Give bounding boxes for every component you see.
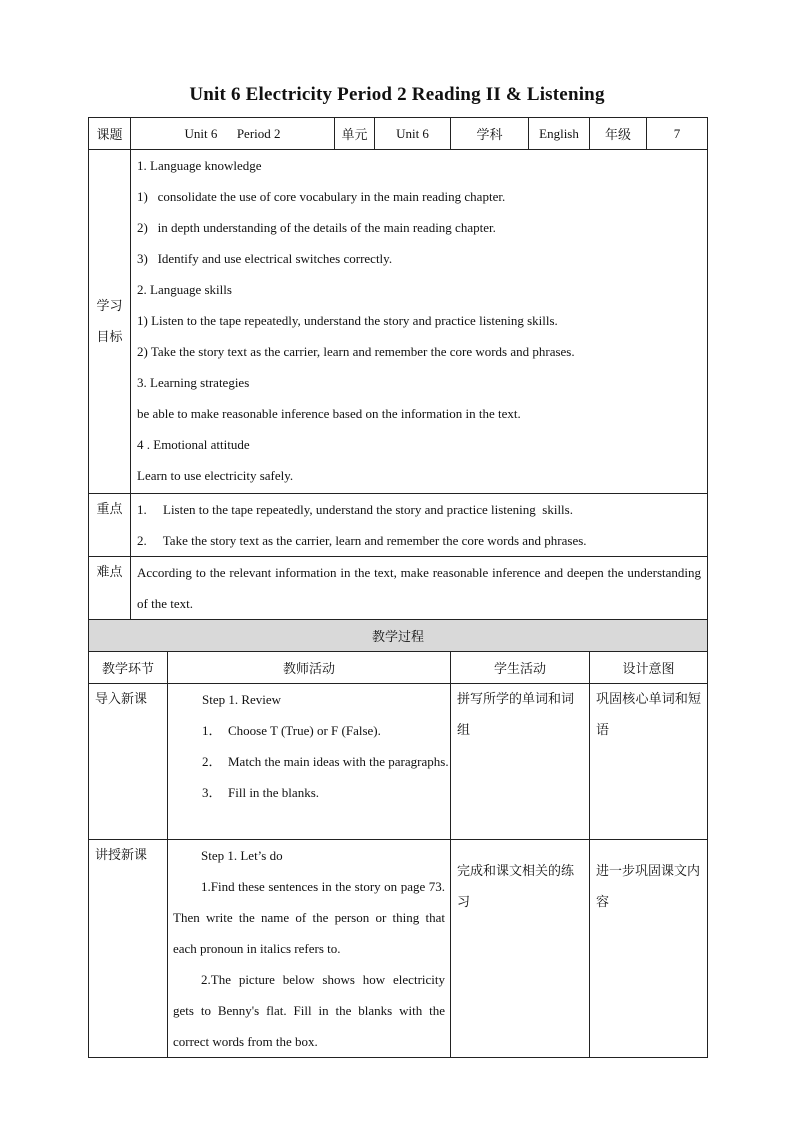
col-teacher-header: 教师活动 xyxy=(168,652,451,684)
lesson-label: 课题 xyxy=(89,118,131,150)
teacher-item: 2． Match the main ideas with the paragraphs. xyxy=(202,754,449,769)
objectives-label-1: 学习 xyxy=(96,298,123,314)
page-title: Unit 6 Electricity Period 2 Reading II & Listening xyxy=(189,84,605,105)
objective-line: 1) Listen to the tape repeatedly, understand the story and practice listening skills. xyxy=(137,313,558,328)
subject-value: English xyxy=(529,118,590,150)
objectives-content xyxy=(131,150,708,494)
teacher-paragraph: 1.Find these sentences in the story on page 73. Then write the name of the person or thing that each pronoun in italics refers to. xyxy=(173,879,445,956)
teacher-step: Step 1. Let’s do xyxy=(201,848,283,863)
intent-cell: 巩固核心单词和短语 xyxy=(590,684,708,840)
teacher-item: 1． Choose T (True) or F (False). xyxy=(202,723,381,738)
teacher-item: 3． Fill in the blanks. xyxy=(202,785,320,800)
col-stage-header: 教学环节 xyxy=(89,652,168,684)
key-point-line: 1. Listen to the tape repeatedly, understand the story and practice listening skills. xyxy=(137,502,573,517)
objective-line: 2) Take the story text as the carrier, learn and remember the core words and phrases. xyxy=(137,344,575,359)
objective-line: 3) Identify and use electrical switches correctly. xyxy=(137,251,393,266)
stage-cell: 导入新课 xyxy=(89,684,168,840)
teacher-cell xyxy=(168,840,451,1058)
subject-label: 学科 xyxy=(451,118,529,150)
process-heading: 教学过程 xyxy=(89,620,708,652)
unit-label: 单元 xyxy=(335,118,375,150)
objective-line: 1. Language knowledge xyxy=(137,158,262,173)
lesson-value: Unit 6 Period 2 xyxy=(131,118,335,150)
teacher-cell xyxy=(168,684,451,840)
objective-line: 2. Language skills xyxy=(137,282,232,297)
objective-line: 1) consolidate the use of core vocabulary in the main reading chapter. xyxy=(137,189,506,204)
table-row xyxy=(89,684,708,840)
intent-cell: 进一步巩固课文内容 xyxy=(590,840,708,1058)
grade-label: 年级 xyxy=(590,118,647,150)
objective-line: 3. Learning strategies xyxy=(137,375,250,390)
objective-line: be able to make reasonable inference based on the information in the text. xyxy=(137,406,521,421)
difficulties-label: 难点 xyxy=(89,557,131,620)
objectives-label xyxy=(89,150,131,494)
objective-line: 2) in depth understanding of the details of the main reading chapter. xyxy=(137,220,496,235)
objectives-label-2: 目标 xyxy=(96,329,123,345)
teacher-paragraph: 2.The picture below shows how electricity gets to Benny's flat. Fill in the blanks with the correct words from the box. xyxy=(173,972,445,1049)
grade-value: 7 xyxy=(647,118,708,150)
teacher-step: Step 1. Review xyxy=(202,692,282,707)
col-intent-header: 设计意图 xyxy=(590,652,708,684)
objective-line: Learn to use electricity safely. xyxy=(137,468,294,483)
key-point-line: 2. Take the story text as the carrier, learn and remember the core words and phrases. xyxy=(137,533,587,548)
unit-value: Unit 6 xyxy=(375,118,451,150)
key-points-content xyxy=(131,494,708,557)
student-cell: 拼写所学的单词和词组 xyxy=(451,684,590,840)
objective-line: 4 . Emotional attitude xyxy=(137,437,250,452)
stage-cell: 讲授新课 xyxy=(89,840,168,1058)
key-points-label: 重点 xyxy=(89,494,131,557)
table-row xyxy=(89,840,708,1058)
lesson-plan-table xyxy=(88,117,708,1058)
difficulties-text: According to the relevant information in the text, make reasonable inference and deepen the understanding of the text. xyxy=(131,557,708,620)
col-student-header: 学生活动 xyxy=(451,652,590,684)
student-cell: 完成和课文相关的练习 xyxy=(451,840,590,1058)
